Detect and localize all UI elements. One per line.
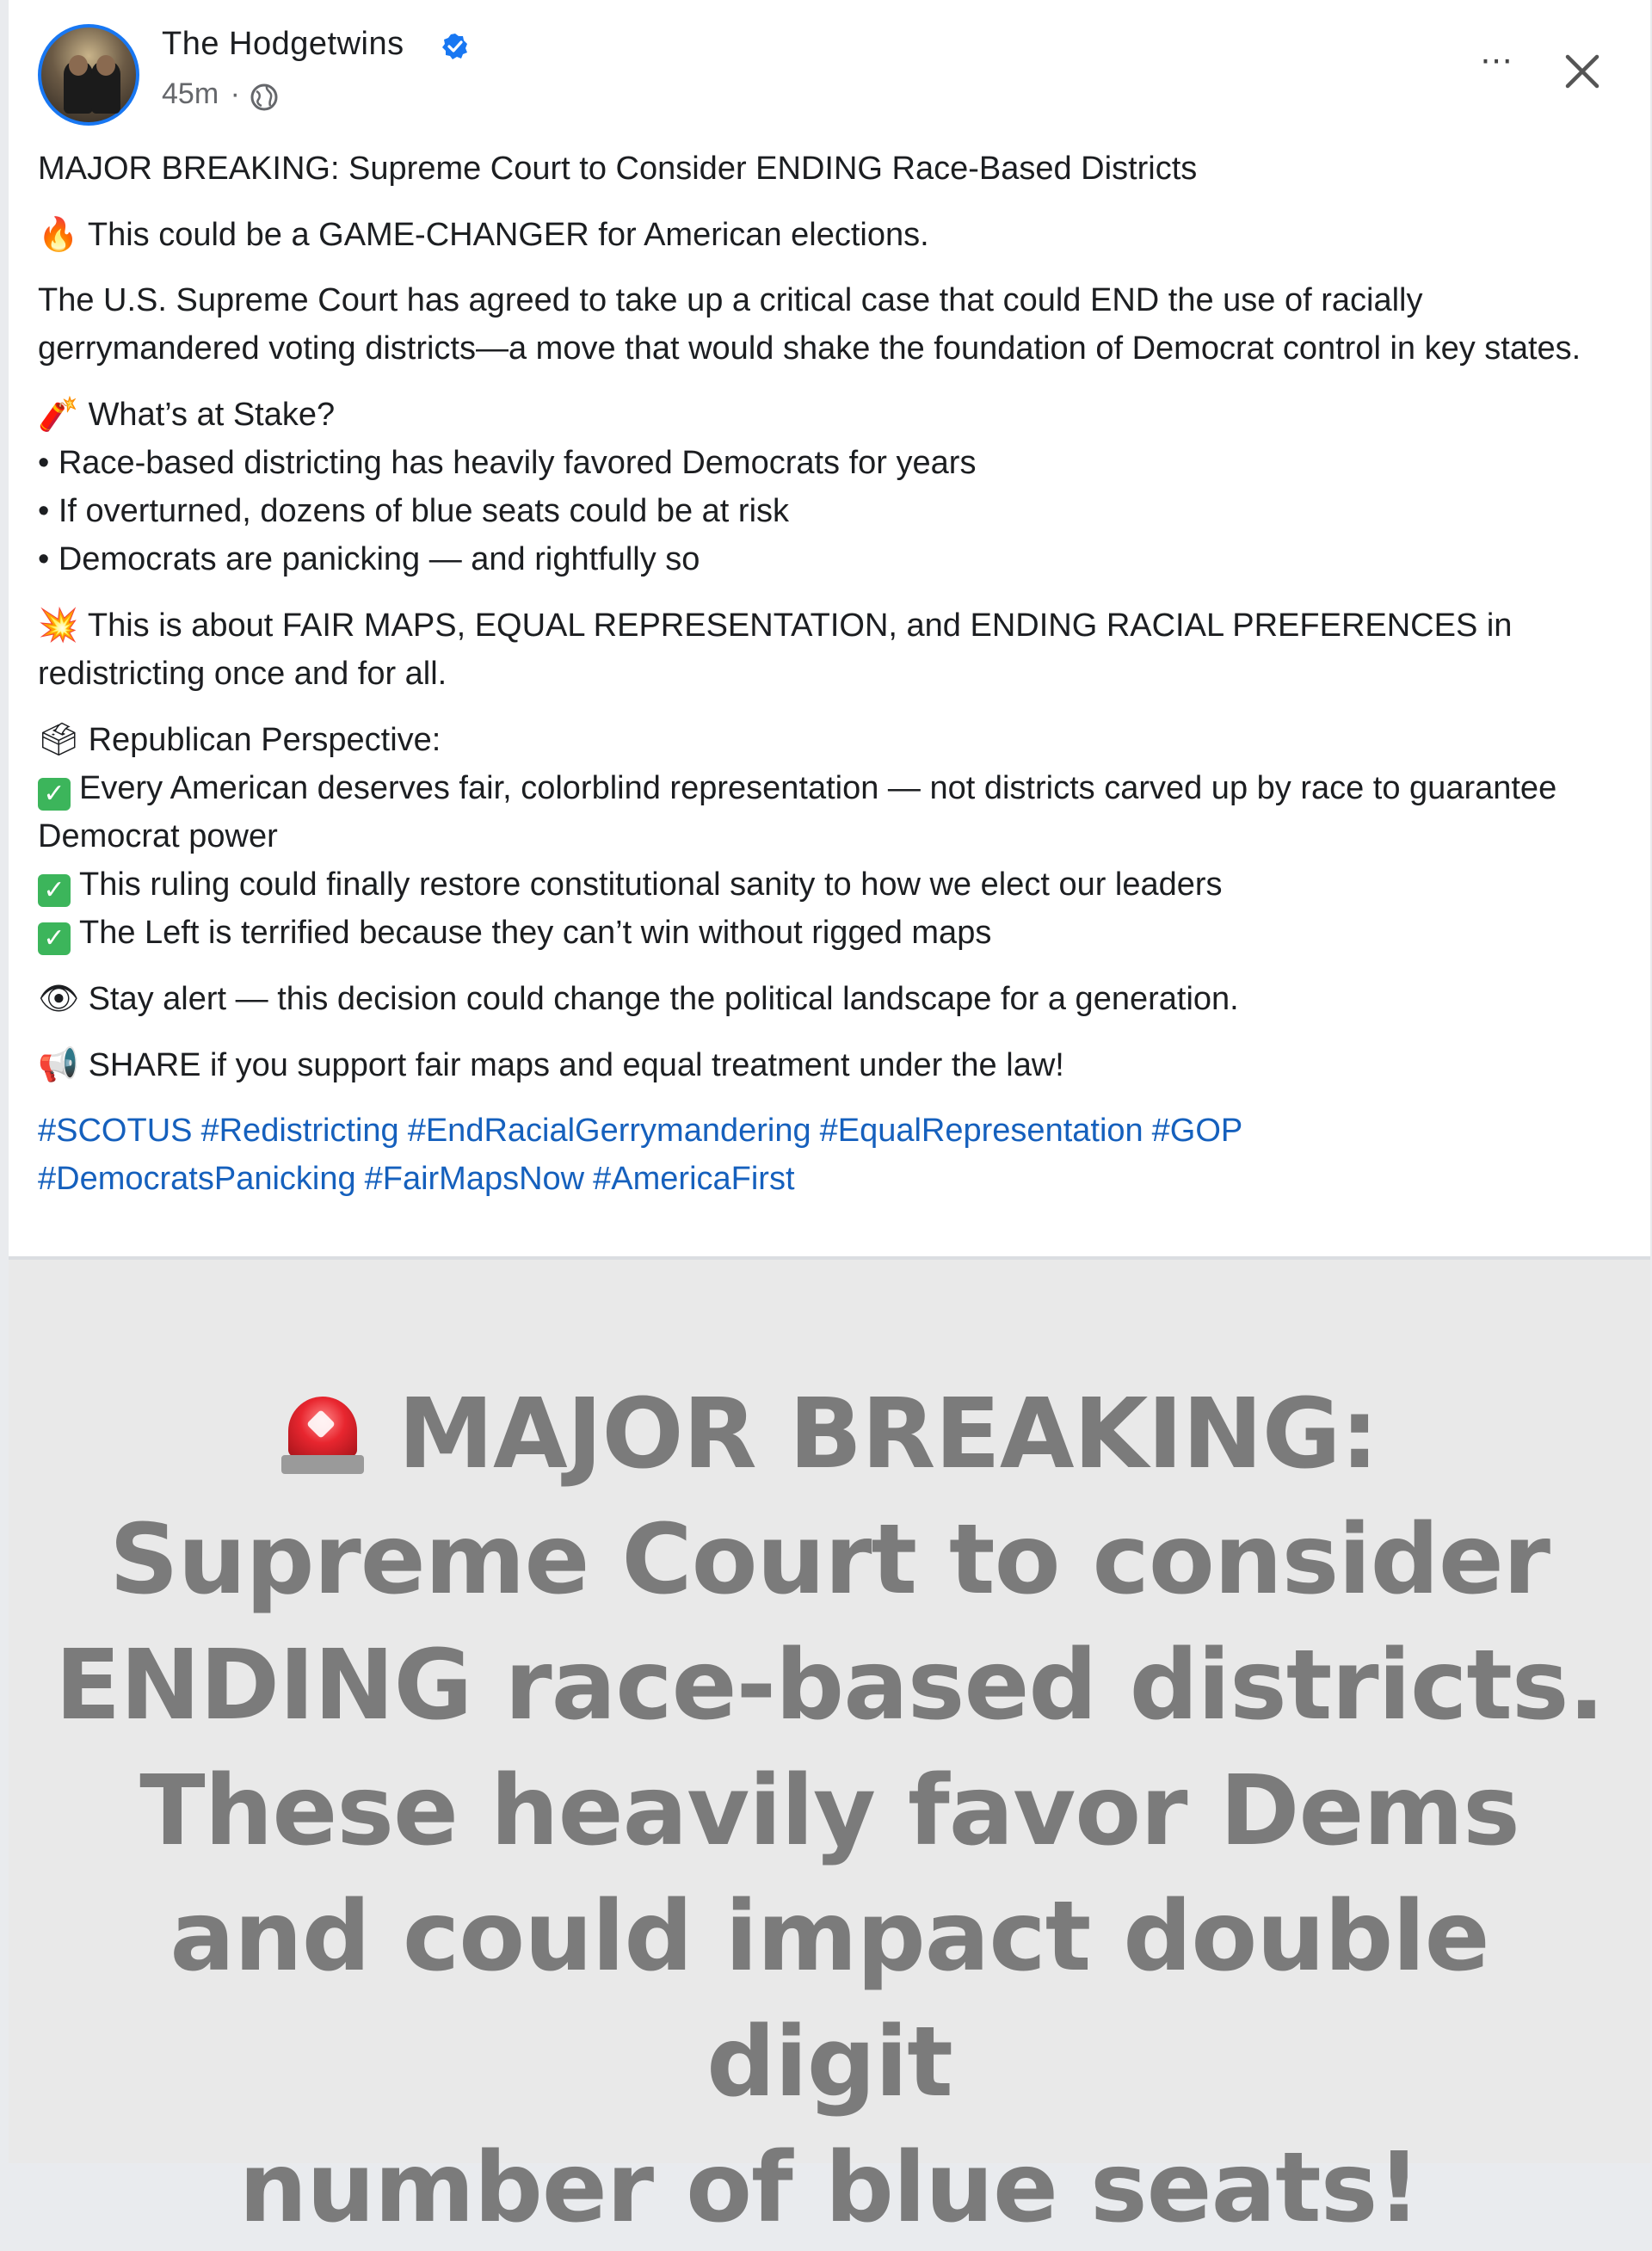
collision-icon: 💥 — [38, 606, 79, 644]
check-mark-icon: ✓ — [38, 922, 71, 955]
check-mark-icon: ✓ — [38, 874, 71, 907]
author-avatar[interactable] — [38, 24, 139, 126]
image-line-3: ENDING race-based districts. — [54, 1630, 1605, 1742]
image-line-text: MAJOR BREAKING: — [398, 1378, 1378, 1490]
hashtag-link[interactable]: #SCOTUS — [38, 1113, 193, 1149]
fair-maps-text: This is about FAIR MAPS, EQUAL REPRESENTATION, and ENDING RACIAL PREFERENCES in redistricting once and for all. — [38, 607, 1513, 692]
stake-bullet: • Race-based districting has heavily favored Democrats for years — [38, 445, 977, 481]
stake-title: What’s at Stake? — [88, 397, 336, 433]
supreme-court-paragraph: The U.S. Supreme Court has agreed to take up a critical case that could END the use of racially gerrymandered voting districts—a move that would shake the foundation of Democrat control in key states. — [38, 282, 1581, 367]
globe-icon — [250, 83, 279, 112]
hashtag-link[interactable]: #Redistricting — [200, 1113, 399, 1149]
image-line-4: These heavily favor Dems — [139, 1755, 1519, 1867]
post-meta — [162, 77, 243, 111]
hashtag-link[interactable]: #FairMapsNow — [364, 1161, 585, 1197]
fair-maps-paragraph — [38, 601, 1621, 698]
post-card — [9, 0, 1650, 2244]
post-text — [38, 145, 1621, 1220]
fire-icon: 🔥 — [38, 215, 79, 253]
image-line-1 — [43, 1372, 1616, 1497]
stay-alert-line — [38, 974, 1621, 1023]
post-time[interactable]: 45m — [162, 77, 219, 110]
hashtag-link[interactable]: #AmericaFirst — [593, 1161, 795, 1197]
image-headline — [43, 1372, 1616, 2251]
hashtag-link[interactable]: #GOP — [1151, 1113, 1243, 1149]
game-changer-line — [38, 210, 1621, 259]
firecracker-icon: 🧨 — [38, 395, 79, 433]
share-line — [38, 1040, 1621, 1089]
author-name[interactable]: The Hodgetwins — [162, 26, 404, 62]
megaphone-icon: 📢 — [38, 1045, 79, 1083]
image-line-6: number of blue seats! — [238, 2132, 1421, 2244]
post-header — [9, 0, 1650, 138]
post-title: MAJOR BREAKING: Supreme Court to Consider ENDING Race-Based Districts — [38, 151, 1198, 187]
stay-alert-text: Stay alert — this decision could change the political landscape for a generation. — [88, 981, 1239, 1017]
ballot-box-icon: 🗳 — [38, 720, 80, 758]
more-options-button[interactable]: ⋯ — [1480, 43, 1514, 79]
hashtag-link[interactable]: #EndRacialGerrymandering — [407, 1113, 811, 1149]
check-mark-icon: ✓ — [38, 778, 71, 811]
post-image[interactable] — [9, 1260, 1650, 2244]
siren-icon — [281, 1391, 364, 1477]
eye-icon: 👁 — [38, 979, 80, 1017]
hashtag-link[interactable]: #DemocratsPanicking — [38, 1161, 356, 1197]
hashtags — [38, 1107, 1621, 1203]
game-changer-text: This could be a GAME-CHANGER for American elections. — [87, 217, 929, 253]
stake-section — [38, 390, 1621, 583]
meta-separator: · — [230, 77, 240, 110]
stake-bullet: • Democrats are panicking — and rightfully so — [38, 541, 700, 577]
verified-badge-icon — [441, 33, 469, 60]
check-item: Every American deserves fair, colorblind representation — not districts carved up by race to guarantee Democrat power — [38, 770, 1557, 854]
republican-title: Republican Perspective: — [88, 722, 441, 758]
check-item: This ruling could finally restore constitutional sanity to how we elect our leaders — [79, 866, 1223, 903]
check-item: The Left is terrified because they can’t win without rigged maps — [79, 915, 992, 951]
image-line-5: and could impact double digit — [170, 1881, 1489, 2118]
share-text: SHARE if you support fair maps and equal treatment under the law! — [88, 1047, 1064, 1083]
hashtag-link[interactable]: #EqualRepresentation — [819, 1113, 1143, 1149]
image-line-2: Supreme Court to consider — [108, 1504, 1550, 1616]
stake-bullet: • If overturned, dozens of blue seats could be at risk — [38, 493, 790, 529]
close-icon[interactable] — [1559, 48, 1606, 95]
republican-section — [38, 715, 1621, 957]
